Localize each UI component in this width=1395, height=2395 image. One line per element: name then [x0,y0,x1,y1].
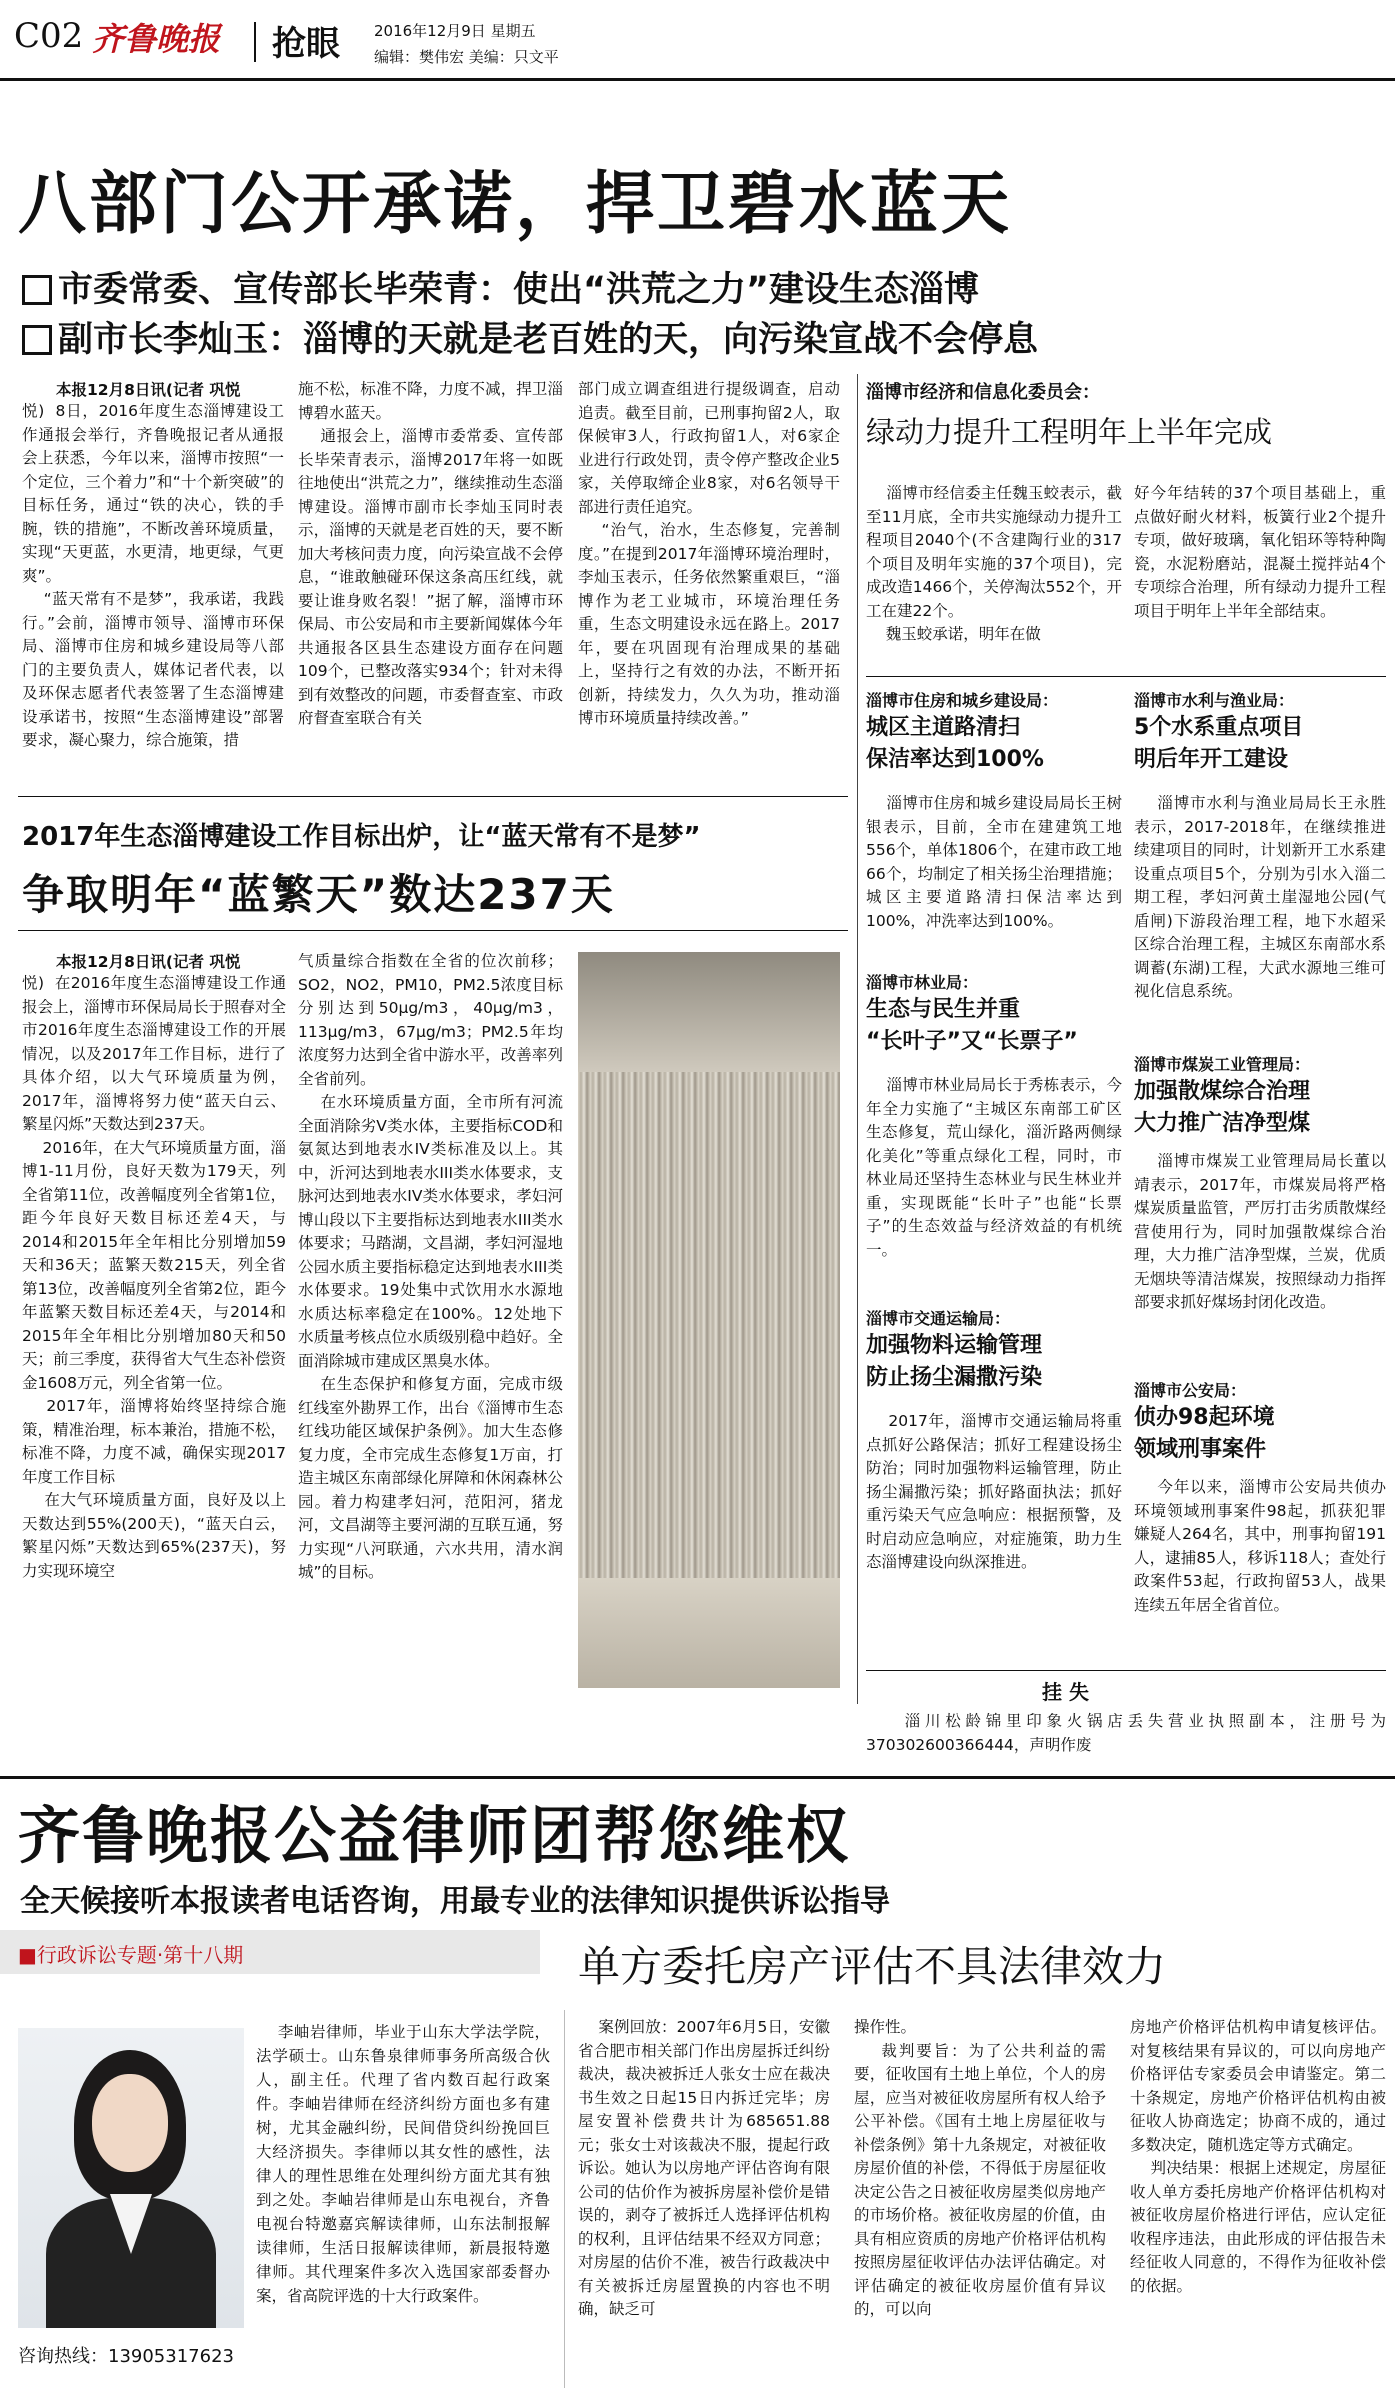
dept-gongan: 淄博市公安局： [1134,1381,1247,1400]
section-rule [18,796,848,797]
dept-shuili: 淄博市水利与渔业局： [1134,691,1295,710]
notice-title: 挂 失 [1042,1680,1089,1704]
dept-linye: 淄博市林业局： [866,973,979,992]
main-col-2: 施不松，标准不降，力度不减，捍卫淄博碧水蓝天。 通报会上，淄博市委常委、宣传部长毕荣青表示，淄博2017年将一如既往地使出“洪荒之力”，继续推动生态淄博建设。淄博市副市长李灿玉同时表示，淄博的天就是老百姓的天，要不断加大考核问责力度，向污染宣战不会停息，“谁敢触碰环保这条高压红线，就要让谁身败名裂！”据了解，淄博市环保局、市公安局和市主要新闻媒体今年共通报各区县生态建设方面存在问题109个，已整改落实934个；针对未得到有效整改的问题，市委督查室、市政府督查室联合有关 [298,380,563,727]
legal-subhead: 全天候接听本报读者电话咨询，用最专业的法律知识提供诉讼指导 [20,1884,890,1919]
legal-col-2: 操作性。 裁判要旨：为了公共利益的需要，征收国有土地上单位，个人的房屋，应当对被征收房屋所有权人给予公平补偿。《国有土地上房屋征收与补偿条例》第十九条规定，对被征收房屋价值的补偿，不得低于房屋征收决定公告之日被征收房屋类似房地产的市场价格。被征收房屋的价值，由具有相应资质的房地产价格评估机构按照房屋征收评估办法评估确定。对评估确定的被征收房屋价值有异议的，可以向 [854,2018,1106,2318]
dept-zhujian: 淄博市住房和城乡建设局： [866,691,1059,710]
subhead-2-text: 副市长李灿玉：淄博的天就是老百姓的天，向污染宣战不会停息 [58,320,1039,360]
second-col-1: 悦) 在2016年度生态淄博建设工作通报会上，淄博市环保局局长于照春对全市2016年度生态淄博建设工作的开展情况，以及2017年工作目标，进行了具体介绍，以大气环境质量为例，2017年，淄博将努力使“蓝天白云、繁星闪烁”天数达到237天。 2016年，在大气环境质量方面，淄博1-11月份，良好天数为179天，列全省第11位，改善幅度列全省第1位，距今年良好天数目标还差4天，与2014和2015年全年相比分别增加59天和36天；蓝繁天数215天，列全省第13位，改善幅度列全省第2位，距今年蓝繁天数目标还差4天，与2014和2015年全年相比分别增加80天和50天；前三季度，获得省大气生态补偿资金1608万元，列全省第一位。 2017年，淄博将始终坚持综合施策，精准治理，标本兼治，措施不松，标准不降，力度不减，确保实现2017年度工作目标 在大气环境质量方面，良好及以上天数达到55%(200天)，“蓝天白云，繁星闪烁”天数达到65%(237天)，努力实现环境空 [22,974,286,1580]
section-rule-thick [0,1776,1395,1779]
dept-meitan: 淄博市煤炭工业管理局： [1134,1055,1311,1074]
body-zhujian: 淄博市住房和城乡建设局局长王树银表示，目前，全市在建建筑工地556个，单体1806个，在建市政工地66个，均制定了相关扬尘治理措施；城区主要道路清扫保洁率达到100%，冲洗率达到100%。 [866,794,1122,930]
legal-col-1: 案例回放：2007年6月5日，安徽省合肥市相关部门作出房屋拆迁纠纷裁决，裁决被拆迁人张女士应在裁决书生效之日起15日内拆迁完毕；房屋安置补偿费共计为685651.88元；张女士对该裁决不服，提起行政诉讼。她认为以房地产评估咨询有限公司的估价作为被拆房屋补偿价是错误的，剥夺了被拆迁人选择评估机构的权利，且评估结果不经双方同意；对房屋的估价不准，被告行政裁决中有关被拆迁房屋置换的内容也不明确，缺乏可 [578,2018,830,2318]
column-divider [857,374,858,1704]
head-zhujian-2: 保洁率达到100% [866,747,1044,772]
pollution-photo [578,952,840,1688]
second-kicker: 2017年生态淄博建设工作目标出炉，让“蓝天常有不是梦” [22,822,701,852]
page-code: C02 [14,16,84,56]
second-lead: 本报12月8日讯(记者 巩悦 [56,953,241,971]
notice-body: 淄川松龄锦里印象火锅店丢失营业执照副本，注册号为370302600366444，声明作废 [866,1712,1386,1754]
dept-jingxin: 淄博市经济和信息化委员会： [866,382,1100,403]
main-col-3: 部门成立调查组进行提级调查，启动追责。截至目前，已刑事拘留2人，取保候审3人，行政拘留1人，对6家企业进行行政处罚，责令停产整改企业5家，关停取缔企业8家，对6名领导干部进行责任追究。 “治气，治水，生态修复，完善制度。”在提到2017年淄博环境治理时，李灿玉表示，任务依然繁重艰巨，“淄博作为老工业城市，环境治理任务重，生态文明建设永远在路上。2017年，要在巩固现有治理成果的基础上，坚持行之有效的办法，不断开拓创新，持续发力，久久为功，推动淄博市环境质量持续改善。” [578,380,840,727]
body-gongan: 今年以来，淄博市公安局共侦办环境领域刑事案件98起，抓获犯罪嫌疑人264名，其中，刑事拘留191人，逮捕85人，移诉118人；查处行政案件53起，行政拘留53人，战果连续五年居全省首位。 [1134,1478,1386,1614]
main-subhead-2 [22,312,1038,362]
section-name: 抢眼 [272,24,340,64]
header-divider [254,22,256,62]
legal-tag-bar [0,1930,540,1974]
main-col-1: 悦) 8日，2016年度生态淄博建设工作通报会举行，齐鲁晚报记者从通报会上获悉，今年以来，淄博市按照“一个定位，三个着力”和“十个新突破”的目标任务，通过“铁的决心，铁的手腕，铁的措施”，不断改善环境质量，实现“天更蓝，水更清，地更绿，气更爽”。 “蓝天常有不是梦”，我承诺，我践行。”会前，淄博市领导、淄博市环保局、淄博市住房和城乡建设局等八部门的主要负责人，媒体记者代表，以及环保志愿者代表签署了生态淄博建设承诺书，按照“生态淄博建设”部署要求，凝心聚力，综合施策，措 [22,402,284,749]
photo-sky [578,952,840,1072]
head-jingxin: 绿动力提升工程明年上半年完成 [866,415,1273,449]
head-jiaotong-1: 加强物料运输管理 [866,1333,1043,1358]
head-meitan-2: 大力推广洁净型煤 [1134,1111,1311,1136]
section-rule [18,930,848,931]
second-headline: 争取明年“蓝繁天”数达237天 [22,870,615,919]
issue-date: 2016年12月9日 星期五 [374,22,536,40]
photo-ground [578,1578,840,1688]
square-bullet-icon [22,325,52,355]
column-divider [564,2010,565,2388]
lawyer-bio: 李岫岩律师，毕业于山东大学法学院，法学硕士。山东鲁泉律师事务所高级合伙人，副主任。代理了省内数百起行政案件。李岫岩律师在经济纠纷方面也多有建树，尤其金融纠纷，民间借贷纠纷挽回巨大经济损失。李律师以其女性的感性，法律人的理性思维在处理纠纷方面尤其有独到之处。李岫岩律师是山东电视台，齐鲁电视台特邀嘉宾解读律师，山东法制报解读律师，生活日报解读律师，新晨报特邀律师。其代理案件多次入选国家部委督办案，省高院评选的十大行政案件。 [256,2023,550,2305]
main-headline: 八部门公开承诺，捍卫碧水蓝天 [18,165,1013,244]
dept-jiaotong: 淄博市交通运输局： [866,1309,1011,1328]
body-jiaotong: 2017年，淄博市交通运输局将重点抓好公路保洁；抓好工程建设扬尘防治；同时加强物料运输管理，防止扬尘漏撒污染；抓好路面执法；抓好重污染天气应急响应：根据预警，及时启动应急响应，对症施策，助力生态淄博建设向纵深推进。 [866,1412,1122,1571]
head-gongan-2: 领域刑事案件 [1134,1437,1267,1462]
square-bullet-icon [22,275,52,305]
head-linye-2: “长叶子”又“长票子” [866,1029,1078,1054]
head-jiaotong-2: 防止扬尘漏撒污染 [866,1365,1043,1390]
legal-article-title: 单方委托房产评估不具法律效力 [578,1942,1167,1991]
lawyer-portrait [18,2028,244,2328]
body-linye: 淄博市林业局局长于秀栋表示，今年全力实施了“主城区东南部工矿区生态修复，荒山绿化，淄沂路两侧绿化美化”等重点绿化工程，同时，市林业局还坚持生态林业与民生林业并重，实现既能“长叶子”也能“长票子”的生态效益与经济效益的有机统一。 [866,1076,1122,1259]
legal-hotline: 咨询热线：13905317623 [18,2346,234,2367]
head-gongan-1: 侦办98起环境 [1134,1405,1275,1430]
head-meitan-1: 加强散煤综合治理 [1134,1079,1311,1104]
head-shuili-2: 明后年开工建设 [1134,747,1289,772]
body-jingxin-a: 淄博市经信委主任魏玉蛟表示，截至11月底，全市共实施绿动力提升工程项目2040个(不含建陶行业的317个项目及明年实施的37个项目)，完成改造1466个，关停淘汰552个，开工在建22个。 魏玉蛟承诺，明年在做 [866,484,1122,643]
body-meitan: 淄博市煤炭工业管理局局长董以靖表示，2017年，市煤炭局将严格煤炭质量监管，严厉打击劣质散煤经营使用行为，同时加强散煤综合治理，大力推广洁净型煤，兰炭，优质无烟块等清洁煤炭，按照绿动力指挥部要求抓好煤场封闭化改造。 [1134,1152,1386,1311]
body-shuili: 淄博市水利与渔业局局长王永胜表示，2017-2018年，在继续推进续建项目的同时，计划新开工水系建设重点项目5个，分别为引水入淄二期工程，孝妇河黄土崖湿地公园(气盾闸)下游段治理工程，地下水超采区综合治理工程，主城区东南部水系调蓄(东湖)工程，大武水源地三维可视化信息系统。 [1134,794,1386,1000]
head-linye-1: 生态与民生并重 [866,997,1021,1022]
header-rule [0,78,1395,81]
subhead-1-text: 市委常委、宣传部长毕荣青：使出“洪荒之力”建设生态淄博 [58,270,980,310]
editor-credits: 编辑：樊伟宏 美编：只文平 [374,48,559,66]
section-rule [866,1670,1386,1671]
second-col-2: 气质量综合指数在全省的位次前移；SO2，NO2，PM10，PM2.5浓度目标分别达到50μg/m3，40μg/m3，113μg/m3，67μg/m3；PM2.5年均浓度努力达到全省中游水平，改善率列全省前列。 在水环境质量方面，全市所有河流全面消除劣V类水体，主要指标COD和氨氮达到地表水IV类标准及以上。其中，沂河达到地表水III类水体要求，支脉河达到地表水IV类水体要求，孝妇河博山段以下主要指标达到地表水III类水体要求；马踏湖，文昌湖，孝妇河湿地公园水质主要指标稳定达到地表水III类水体要求。19处集中式饮用水水源地水质达标率稳定在100%。12处地下水质量考核点位水质级别稳中趋好。全面消除城市建成区黑臭水体。 在生态保护和修复方面，完成市级红线室外勘界工作，出台《淄博市生态红线功能区域保护条例》。加大生态修复力度，全市完成生态修复1万亩，打造主城区东南部绿化屏障和休闲森林公园。着力构建孝妇河，范阳河，猪龙河，文昌湖等主要河湖的互联互通，努力实现“八河联通，六水共用，清水润城”的目标。 [298,952,563,1581]
legal-col-3: 房地产价格评估机构申请复核评估。对复核结果有异议的，可以向房地产价格评估专家委员会申请鉴定。第二十条规定，房地产价格评估机构由被征收人协商选定；协商不成的，通过多数决定，随机选定等方式确定。 判决结果：根据上述规定，房屋征收人单方委托房地产价格评估机构对被征收房屋价格进行评估，应认定征收程序违法，由此形成的评估报告未经征收人同意的，不得作为征收补偿的依据。 [1130,2018,1386,2295]
main-lead: 本报12月8日讯(记者 巩悦 [56,381,241,399]
paper-logo: 齐鲁晚报 [92,20,221,58]
head-zhujian-1: 城区主道路清扫 [866,715,1021,740]
legal-headline: 齐鲁晚报公益律师团帮您维权 [18,1799,851,1872]
portrait-face [92,2074,168,2172]
section-rule [866,676,1386,677]
legal-tag: ■行政诉讼专题·第十八期 [18,1943,244,1967]
head-shuili-1: 5个水系重点项目 [1134,715,1304,740]
main-subhead-1 [22,262,979,312]
body-jingxin-b: 好今年结转的37个项目基础上，重点做好耐火材料，板簧行业2个提升专项，做好玻璃，氧化铝环等特种陶瓷，水泥粉磨站，混凝土搅拌站4个专项综合治理，所有绿动力提升工程项目于明年上半年全部结束。 [1134,484,1386,620]
